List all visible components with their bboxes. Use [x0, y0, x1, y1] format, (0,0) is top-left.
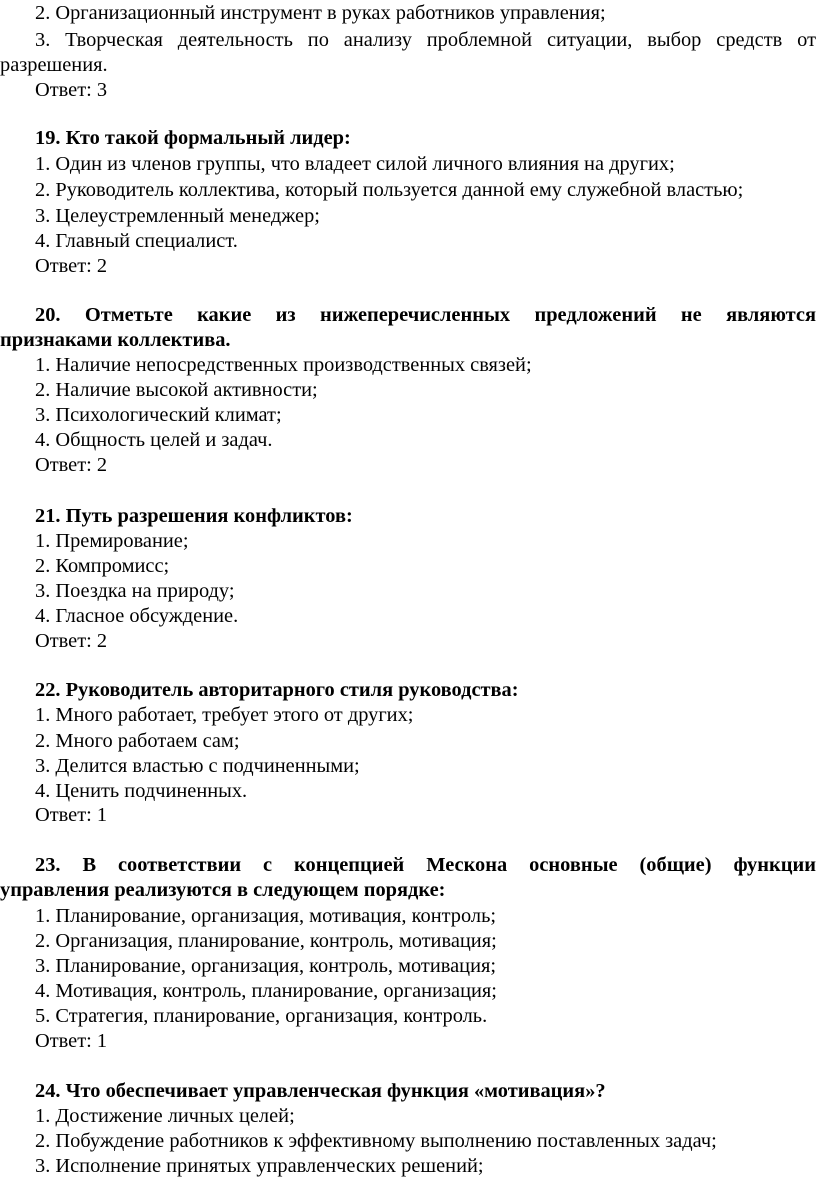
- answer-text: Ответ: 1: [35, 1030, 108, 1052]
- question-title: 19. Кто такой формальный лидер:: [35, 127, 351, 149]
- list-item: 2. Компромисс;: [35, 555, 170, 577]
- list-item: 3. Психологический климат;: [35, 404, 282, 426]
- question-title: 22. Руководитель авторитарного стиля руководства:: [35, 679, 519, 701]
- list-item: 4. Ценить подчиненных.: [35, 780, 248, 802]
- list-item: 3. Поездка на природу;: [35, 580, 235, 602]
- list-item: 5. Стратегия, планирование, организация, контроль.: [35, 1005, 488, 1027]
- list-item: 1. Достижение личных целей;: [35, 1105, 295, 1127]
- list-item: 4. Мотивация, контроль, планирование, организация;: [35, 980, 497, 1002]
- list-item: 4. Главный специалист.: [35, 230, 238, 252]
- list-item: 1. Много работает, требует этого от других;: [35, 704, 414, 726]
- question-title: 24. Что обеспечивает управленческая функция «мотивация»?: [35, 1080, 606, 1102]
- answer-text: Ответ: 2: [35, 255, 108, 277]
- list-item: 2. Организация, планирование, контроль, мотивация;: [35, 930, 497, 952]
- list-item: 2. Руководитель коллектива, который пользуется данной ему служебной властью;: [35, 179, 744, 201]
- question-title-continuation: признаками коллектива.: [0, 329, 231, 351]
- question-title-continuation: управления реализуются в следующем порядке:: [0, 879, 446, 901]
- list-item: 1. Премирование;: [35, 530, 189, 552]
- list-item: 3. Делится властью с подчиненными;: [35, 755, 360, 777]
- list-item: 2. Много работаем сам;: [35, 730, 240, 752]
- list-item: 1. Один из членов группы, что владеет силой личного влияния на других;: [35, 153, 675, 175]
- list-item: 3. Творческая деятельность по анализу проблемной ситуации, выбор средств от: [35, 29, 816, 51]
- list-item: 1. Наличие непосредственных производственных связей;: [35, 354, 532, 376]
- answer-text: Ответ: 2: [35, 630, 108, 652]
- answer-text: Ответ: 3: [35, 79, 108, 101]
- list-item: 3. Целеустремленный менеджер;: [35, 205, 320, 227]
- list-item-continuation: разрешения.: [0, 54, 108, 76]
- list-item: 2. Организационный инструмент в руках работников управления;: [35, 2, 606, 24]
- list-item: 3. Исполнение принятых управленческих решений;: [35, 1155, 484, 1177]
- question-title: 21. Путь разрешения конфликтов:: [35, 505, 353, 527]
- question-title: 23. В соответствии с концепцией Мескона основные (общие) функции: [35, 854, 816, 876]
- list-item: 4. Общность целей и задач.: [35, 429, 273, 451]
- list-item: 2. Побуждение работников к эффективному выполнению поставленных задач;: [35, 1130, 717, 1152]
- answer-text: Ответ: 2: [35, 454, 108, 476]
- list-item: 4. Гласное обсуждение.: [35, 605, 239, 627]
- list-item: 1. Планирование, организация, мотивация, контроль;: [35, 905, 497, 927]
- answer-text: Ответ: 1: [35, 804, 108, 826]
- list-item: 2. Наличие высокой активности;: [35, 379, 318, 401]
- list-item: 3. Планирование, организация, контроль, мотивация;: [35, 955, 497, 977]
- question-title: 20. Отметьте какие из нижеперечисленных предложений не являются: [35, 304, 816, 326]
